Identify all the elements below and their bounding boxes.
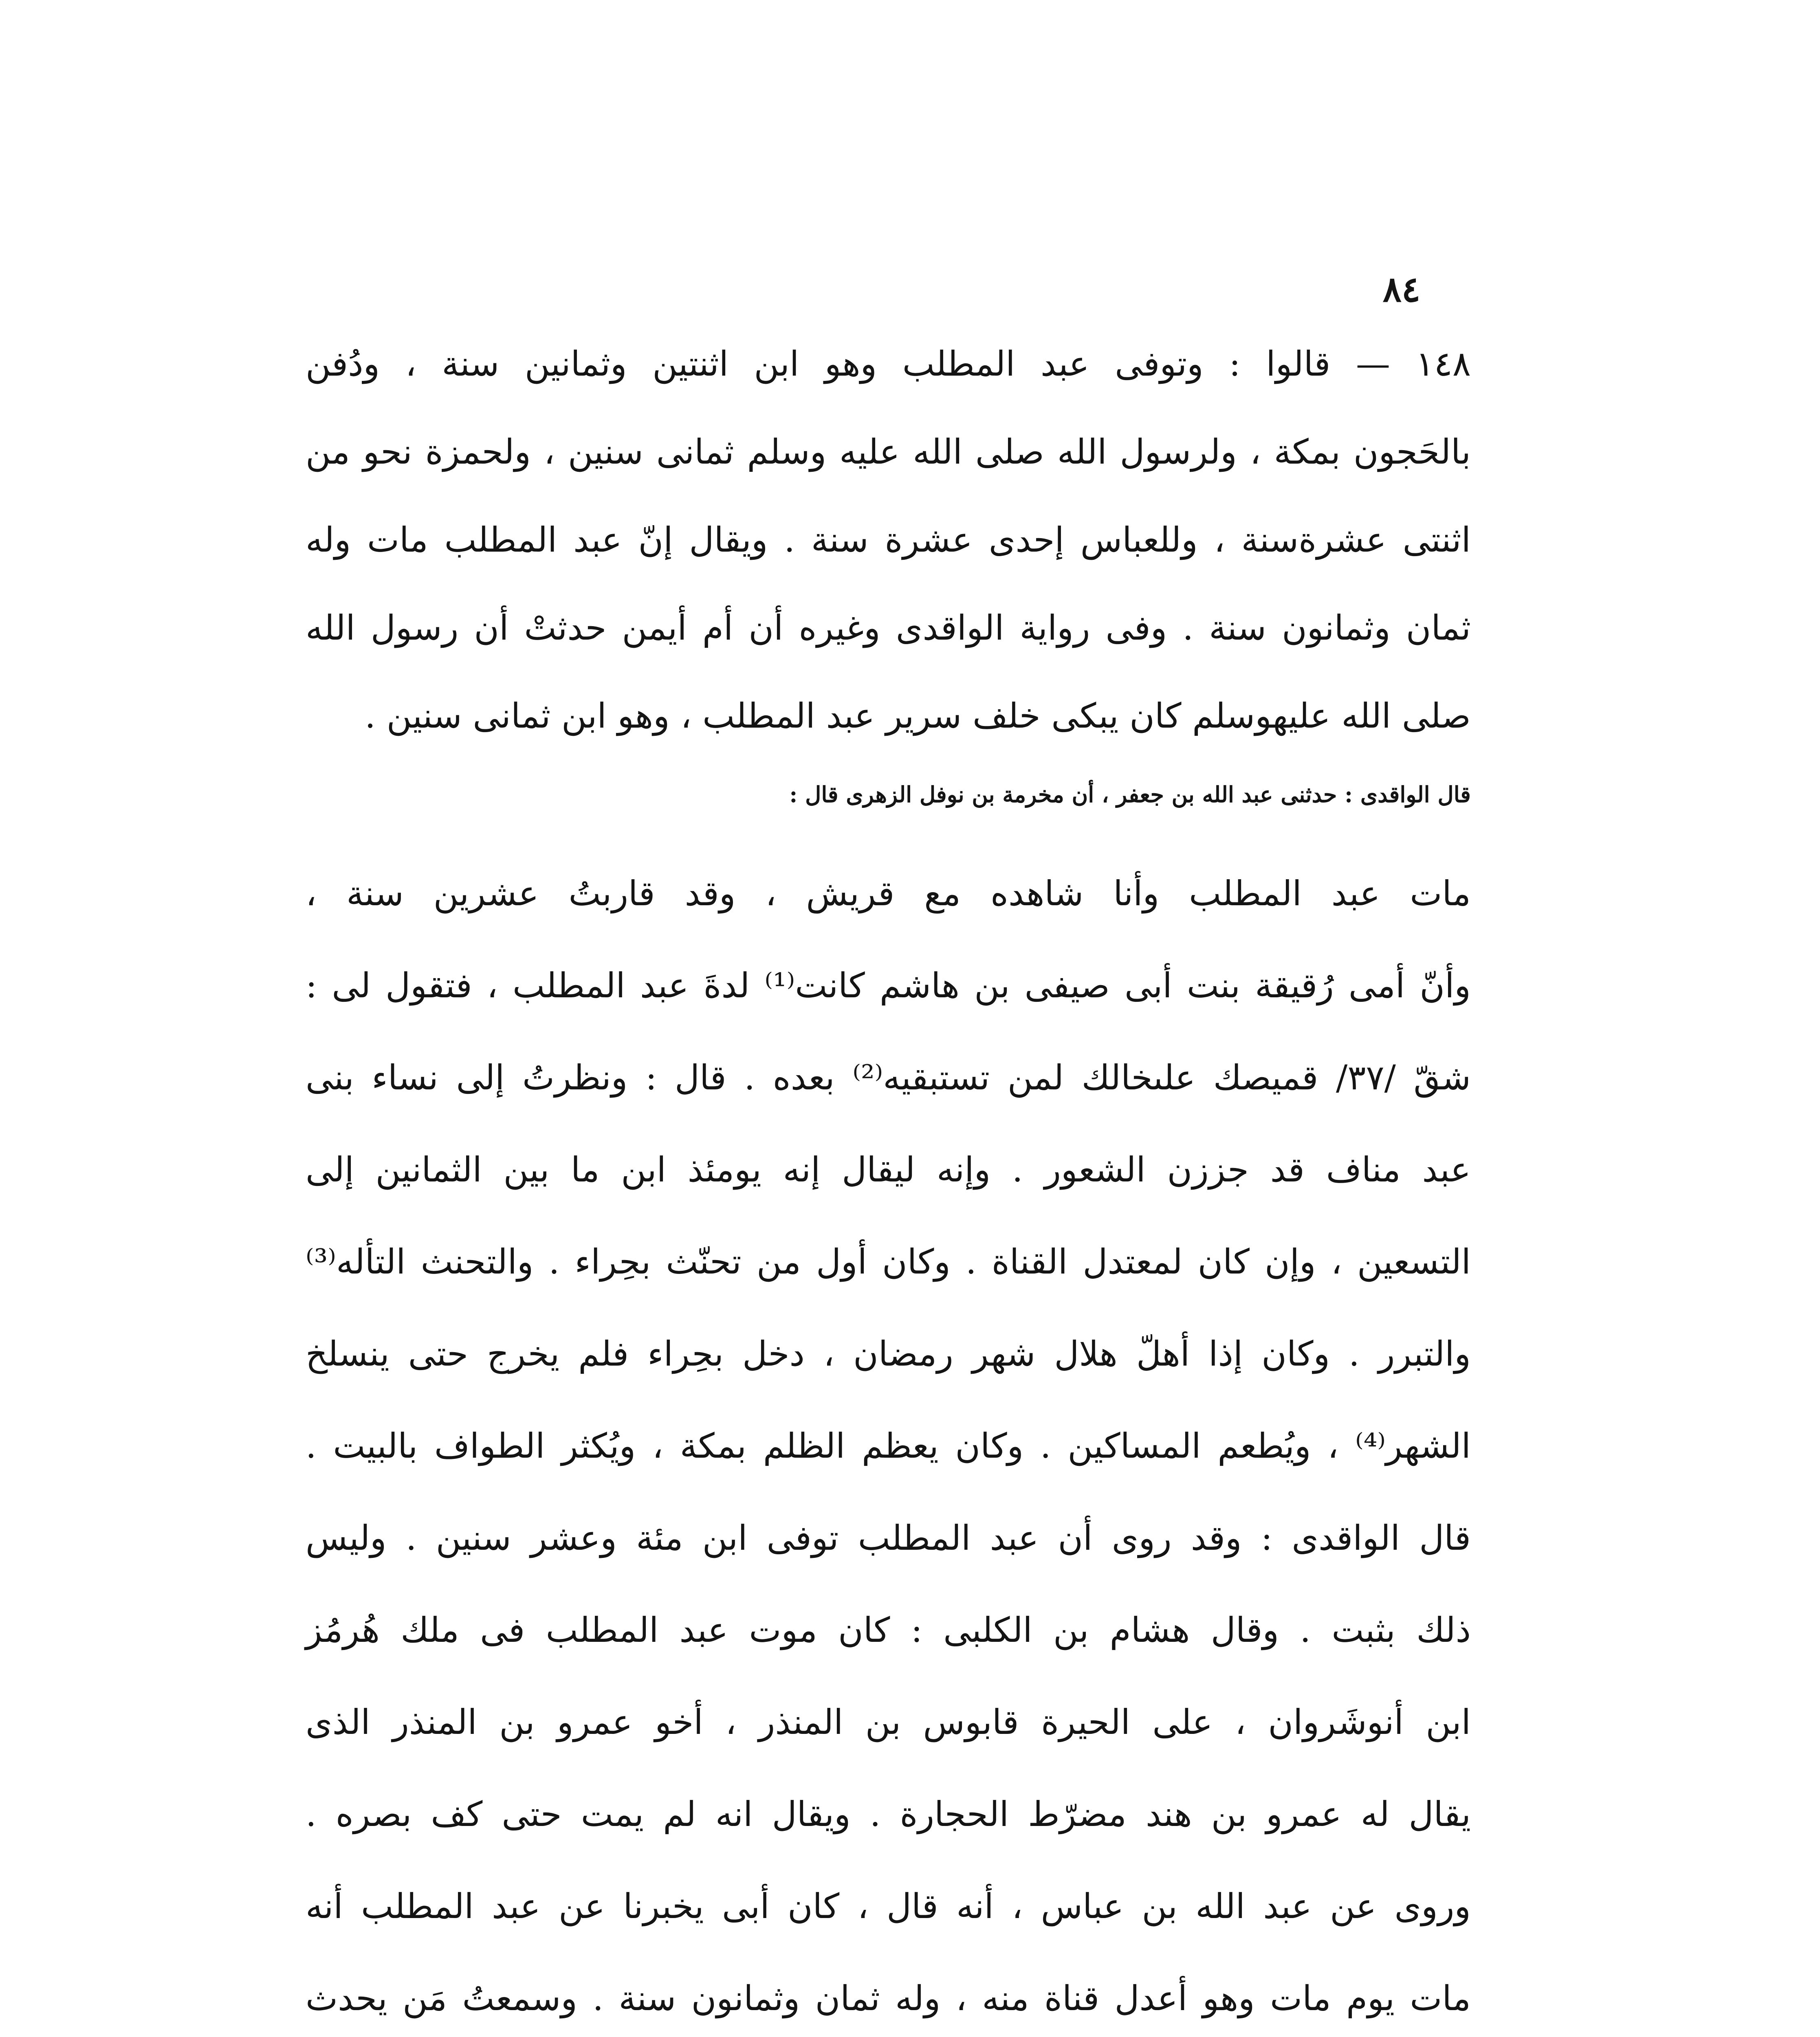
paragraph-148 [306,320,1471,760]
isnad-line [306,770,1471,819]
text-line: الشهر⁽⁴⁾ ، ويُطعم المساكين . وكان يعظم الظلم بمكة ، ويُكثر الطواف بالبيت . [306,1426,1471,1466]
text-line: مات عبد المطلب وأنا شاهده مع قريش ، وقد قاربتُ عشرين سنة ، [306,873,1471,913]
text-line: ذلك بثبت . وقال هشام بن الكلبى : كان موت عبد المطلب فى ملك هُرمُز [306,1610,1471,1650]
text-line: شقّ /٣٧/ قميصك علىخالك لمن تستبقيه⁽²⁾ بعده . قال : ونظرتُ إلى نساء بنى [306,1058,1471,1098]
text-line: صلى الله عليهوسلم كان يبكى خلف سرير عبد المطلب ، وهو ابن ثمانى سنين . [365,696,1471,736]
text-line: ١٤٨ — قالوا : وتوفى عبد المطلب وهو ابن اثنتين وثمانين سنة ، ودُفن [306,344,1471,384]
narration-paragraph [306,847,1471,2037]
text-line: اثنتى عشرةسنة ، وللعباس إحدى عشرة سنة . ويقال إنّ عبد المطلب مات وله [306,520,1471,560]
text-line: قال الواقدى : وقد روى أن عبد المطلب توفى ابن مئة وعشر سنين . وليس [306,1518,1471,1558]
text-line: والتبرر . وكان إذا أهلّ هلال شهر رمضان ، دخل بحِراء فلم يخرج حتى ينسلخ [306,1334,1471,1374]
text-line: يقال له عمرو بن هند مضرّط الحجارة . ويقال انه لم يمت حتى كف بصره . [306,1794,1471,1834]
page-number: ٨٤ [1382,269,1421,310]
text-line: التسعين ، وإن كان لمعتدل القناة . وكان أول من تحنّث بحِراء . والتحنث التأله⁽³⁾ [306,1242,1471,1282]
text-line: وأنّ أمى رُقيقة بنت أبى صيفى بن هاشم كانت⁽¹⁾ لدةَ عبد المطلب ، فتقول لى : [306,966,1471,1005]
text-line: ثمان وثمانون سنة . وفى رواية الواقدى وغيره أن أم أيمن حدثتْ أن رسول الله [306,608,1471,648]
text-line: ابن أنوشَروان ، على الحيرة قابوس بن المنذر ، أخو عمرو بن المنذر الذى [306,1702,1471,1742]
isnad-text: قال الواقدى : حدثنى عبد الله بن جعفر ، أن مخرمة بن نوفل الزهرى قال : [789,781,1471,807]
text-line: بالحَجون بمكة ، ولرسول الله صلى الله عليه وسلم ثمانى سنين ، ولحمزة نحو من [306,432,1471,472]
text-line: وروى عن عبد الله بن عباس ، أنه قال ، كان أبى يخبرنا عن عبد المطلب أنه [306,1886,1471,1926]
text-line: عبد مناف قد جززن الشعور . وإنه ليقال إنه يومئذ ابن ما بين الثمانين إلى [306,1150,1471,1190]
text-line: مات يوم مات وهو أعدل قناة منه ، وله ثمان وثمانون سنة . وسمعتُ مَن يحدث [306,1978,1471,2018]
